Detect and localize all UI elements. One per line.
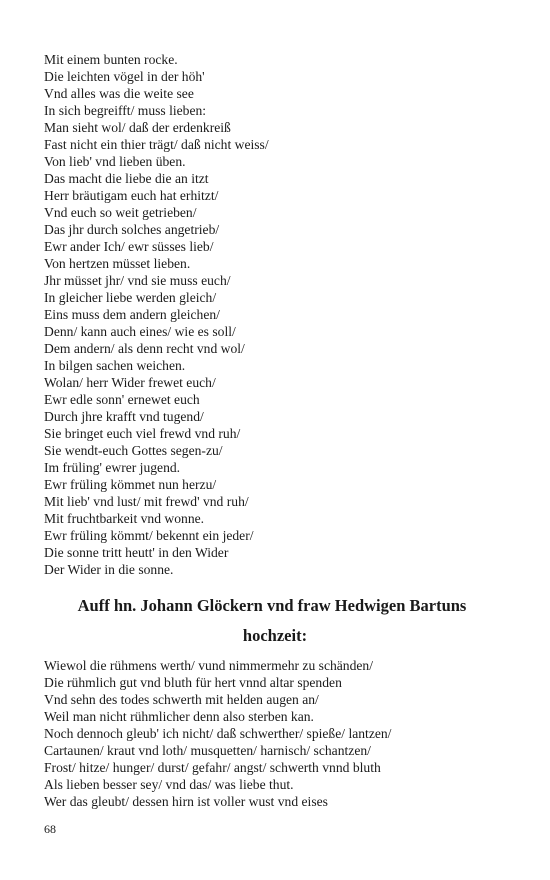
poem-line: Ewr ander Ich/ ewr süsses lieb/ (44, 239, 214, 254)
poem-line: Im früling' ewrer jugend. (44, 460, 181, 475)
poem-line: Mit einem bunten rocke. (44, 52, 178, 67)
poem-line: Die leichten vögel in der höh' (44, 69, 205, 84)
poem-line: Mit lieb' vnd lust/ mit frewd' vnd ruh/ (44, 494, 249, 509)
poem-line: Von hertzen müsset lieben. (44, 256, 191, 271)
poem-line: Herr bräutigam euch hat erhitzt/ (44, 188, 219, 203)
poem-line: Ewr edle sonn' ernewet euch (44, 392, 200, 407)
poem-line: Die sonne tritt heutt' in den Wider (44, 545, 229, 560)
poem-line: Noch dennoch gleub' ich nicht/ daß schwerther/ spieße/ lantzen/ (44, 726, 392, 741)
poem-line: Als lieben besser sey/ vnd das/ was liebe thut. (44, 777, 294, 792)
poem-line: Sie wendt-euch Gottes segen-zu/ (44, 443, 223, 458)
poem-line: Denn/ kann auch eines/ wie es soll/ (44, 324, 236, 339)
poem-line: Das jhr durch solches angetrieb/ (44, 222, 220, 237)
poem-line: Sie bringet euch viel frewd vnd ruh/ (44, 426, 241, 441)
poem-line: Dem andern/ als denn recht vnd wol/ (44, 341, 245, 356)
poem-title: Auff hn. Johann Glöckern vnd fraw Hedwigen Bartuns (77, 596, 467, 615)
poem-line: Vnd alles was die weite see (44, 86, 194, 101)
poem-stanza-continued (44, 51, 514, 578)
poem-line: Durch jhre krafft vnd tugend/ (44, 409, 204, 424)
poem-line: Cartaunen/ kraut vnd loth/ musquetten/ harnisch/ schantzen/ (44, 743, 371, 758)
poem-line: Eins muss dem andern gleichen/ (44, 307, 220, 322)
poem-line: Vnd sehn des todes schwerth mit helden augen an/ (44, 692, 319, 707)
poem-line: Weil man nicht rühmlicher denn also sterben kan. (44, 709, 314, 724)
poem-line: Fast nicht ein thier trägt/ daß nicht weiss/ (44, 137, 269, 152)
poem-line: Jhr müsset jhr/ vnd sie muss euch/ (44, 273, 231, 288)
poem-line: Man sieht wol/ daß der erdenkreiß (44, 120, 231, 135)
poem-line: Ewr früling kömmt/ bekennt ein jeder/ (44, 528, 254, 543)
poem-line: Mit fruchtbarkeit vnd wonne. (44, 511, 205, 526)
poem-line: Frost/ hitze/ hunger/ durst/ gefahr/ angst/ schwerth vnnd bluth (44, 760, 381, 775)
poem-title-continued: hochzeit: (242, 626, 308, 645)
poem-line: Ewr früling kömmet nun herzu/ (44, 477, 217, 492)
poem-line: Von lieb' vnd lieben üben. (44, 154, 186, 169)
poem-body (44, 657, 514, 810)
poem-line: Die rühmlich gut vnd bluth für hert vnnd altar spenden (44, 675, 342, 690)
poem-line: Wer das gleubt/ dessen hirn ist voller wust vnd eises (44, 794, 328, 809)
poem-line: In gleicher liebe werden gleich/ (44, 290, 217, 305)
poem-line: Der Wider in die sonne. (44, 562, 174, 577)
poem-line: Wiewol die rühmens werth/ vund nimmermehr zu schänden/ (44, 658, 374, 673)
poem-line: In sich begreifft/ muss lieben: (44, 103, 207, 118)
poem-line: In bilgen sachen weichen. (44, 358, 186, 373)
poem-line: Vnd euch so weit getrieben/ (44, 205, 197, 220)
page-number: 68 (44, 822, 56, 836)
poem-line: Das macht die liebe die an itzt (44, 171, 209, 186)
poem-line: Wolan/ herr Wider frewet euch/ (44, 375, 216, 390)
